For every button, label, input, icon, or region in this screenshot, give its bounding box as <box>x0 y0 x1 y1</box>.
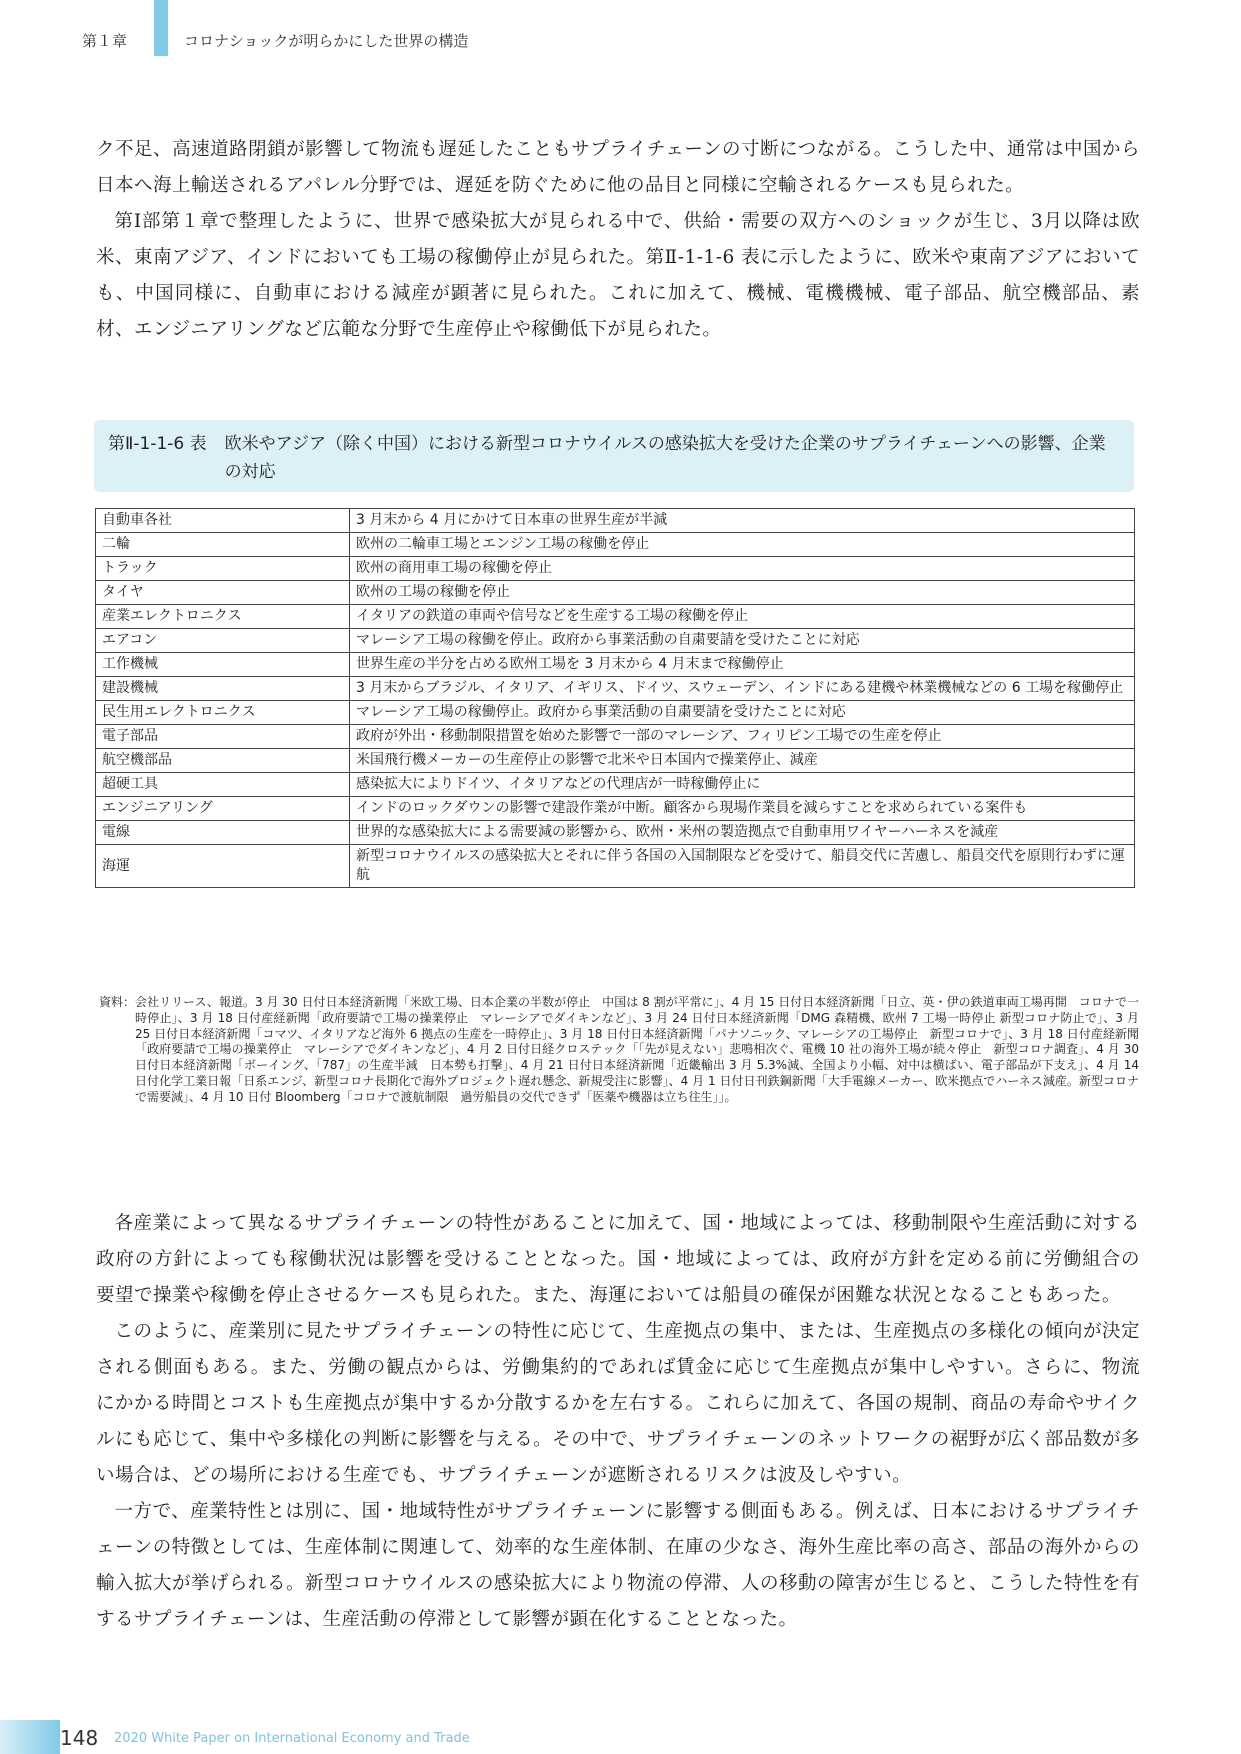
table-row <box>96 557 1135 581</box>
header-accent-bar <box>154 0 168 56</box>
row-category: 航空機部品 <box>96 749 350 773</box>
row-detail: 欧州の工場の稼働を停止 <box>350 581 1135 605</box>
row-category: 工作機械 <box>96 653 350 677</box>
row-detail: 世界生産の半分を占める欧州工場を 3 月末から 4 月末まで稼働停止 <box>350 653 1135 677</box>
body-section <box>96 1206 1140 1638</box>
source-text: 会社リリース、報道。3 月 30 日付日本経済新聞「米欧工場、日本企業の半数が停止 中国は 8 割が平常に」、4 月 15 日付日本経済新聞「日立、英・伊の鉄道車両工場再開 コロナで一時停止」、3 月 18 日付産経新聞「政府要請で工場の操業停止 マレーシアでダイキンなど」、3 月 24 日付日本経済新聞「DMG 森精機、欧州 7 工場一時停止 新型コロナ防止で」、3 月 25 日付日本経済新聞「コマツ、イタリアなど海外 6 拠点の生産を一時停止」、3 月 18 日付日本経済新聞「パナソニック、マレーシアの工場停止 新型コロナで」、3 月 18 日付産経新聞「政府要請で工場の操業停止 マレーシアでダイキンなど」、4 月 2 日付日経クロステック「「先が見えない」悲鳴相次ぐ、電機 10 社の海外工場が続々停止 新型コロナ調査」、4 月 30 日付日本経済新聞「ボーイング、「787」の生産半減 日本勢も打撃」、4 月 21 日付日本経済新聞「近畿輸出 3 月 5.3%減、全国より小幅、対中は横ばい、電子部品が下支え」、4 月 14 日付化学工業日報「日系エンジ、新型コロナ長期化で海外プロジェクト遅れ懸念、新規受注に影響」、4 月 1 日付日刊鉄鋼新聞「大手電線メーカー、欧米拠点でハーネス減産。新型コロナで需要減」、4 月 10 日付 Bloomberg「コロナで渡航制限 過労船員の交代できず「医薬や機器は立ち往生」」。 <box>135 995 1139 1104</box>
table-row <box>96 629 1135 653</box>
row-category: 海運 <box>96 845 350 888</box>
row-detail: マレーシア工場の稼働停止。政府から事業活動の自粛要請を受けたことに対応 <box>350 701 1135 725</box>
intro-paragraph-1: ク不足、高速道路閉鎖が影響して物流も遅延したこともサプライチェーンの寸断につながる。こうした中、通常は中国から日本へ海上輸送されるアパレル分野では、遅延を防ぐために他の品目と同様に空輸されるケースも見られた。 <box>96 139 1140 196</box>
row-detail: 政府が外出・移動制限措置を始めた影響で一部のマレーシア、フィリピン工場での生産を停止 <box>350 725 1135 749</box>
table-row <box>96 653 1135 677</box>
row-detail: マレーシア工場の稼働を停止。政府から事業活動の自粛要請を受けたことに対応 <box>350 629 1135 653</box>
table-caption <box>94 420 1134 492</box>
table-row <box>96 845 1135 888</box>
publication-title: 2020 White Paper on International Economy and Trade <box>114 1731 470 1746</box>
row-category: 電線 <box>96 821 350 845</box>
table-row <box>96 701 1135 725</box>
row-category: 民生用エレクトロニクス <box>96 701 350 725</box>
row-category: 産業エレクトロニクス <box>96 605 350 629</box>
row-category: トラック <box>96 557 350 581</box>
table-row <box>96 605 1135 629</box>
row-category: 二輪 <box>96 533 350 557</box>
row-detail: イタリアの鉄道の車両や信号などを生産する工場の稼働を停止 <box>350 605 1135 629</box>
body-paragraph-1: 各産業によって異なるサプライチェーンの特性があることに加えて、国・地域によっては、移動制限や生産活動に対する政府の方針によっても稼働状況は影響を受けることとなった。国・地域によっては、政府が方針を定める前に労働組合の要望で操業や稼働を停止させるケースも見られた。また、海運においては船員の確保が困難な状況となることもあった。 <box>96 1213 1140 1306</box>
row-detail: 3 月末からブラジル、イタリア、イギリス、ドイツ、スウェーデン、インドにある建機や林業機械などの 6 工場を稼働停止 <box>350 677 1135 701</box>
table-row <box>96 773 1135 797</box>
body-paragraph-3: 一方で、産業特性とは別に、国・地域特性がサプライチェーンに影響する側面もある。例えば、日本におけるサプライチェーンの特徴としては、生産体制に関連して、効率的な生産体制、在庫の少なさ、海外生産比率の高さ、部品の海外からの輸入拡大が挙げられる。新型コロナウイルスの感染拡大により物流の停滞、人の移動の障害が生じると、こうした特性を有するサプライチェーンは、生産活動の停滞として影響が顕在化することとなった。 <box>96 1501 1140 1630</box>
row-category: タイヤ <box>96 581 350 605</box>
row-detail: 欧州の商用車工場の稼働を停止 <box>350 557 1135 581</box>
row-category: エアコン <box>96 629 350 653</box>
intro-section <box>96 132 1140 348</box>
row-category: 自動車各社 <box>96 509 350 533</box>
table-row <box>96 677 1135 701</box>
row-detail: 世界的な感染拡大による需要減の影響から、欧州・米州の製造拠点で自動車用ワイヤーハーネスを減産 <box>350 821 1135 845</box>
table-row <box>96 581 1135 605</box>
table-body <box>96 509 1135 888</box>
table-row <box>96 821 1135 845</box>
row-category: エンジニアリング <box>96 797 350 821</box>
supply-chain-table <box>95 508 1135 888</box>
source-label: 資料： <box>99 995 136 1009</box>
table-row <box>96 509 1135 533</box>
table-row <box>96 725 1135 749</box>
row-detail: 感染拡大によりドイツ、イタリアなどの代理店が一時稼働停止に <box>350 773 1135 797</box>
source-note <box>99 995 1139 1106</box>
table-row <box>96 533 1135 557</box>
row-category: 電子部品 <box>96 725 350 749</box>
table-number: 第Ⅱ-1-1-6 表 <box>108 434 207 454</box>
intro-paragraph-2: 第Ⅰ部第１章で整理したように、世界で感染拡大が見られる中で、供給・需要の双方へのショックが生じ、3月以降は欧米、東南アジア、インドにおいても工場の稼働停止が見られた。第Ⅱ-1-1-6 表に示したように、欧米や東南アジアにおいても、中国同様に、自動車における減産が顕著に見られた。これに加えて、機械、電機機械、電子部品、航空機部品、素材、エンジニアリングなど広範な分野で生産停止や稼働低下が見られた。 <box>96 211 1140 340</box>
table-title: 欧米やアジア（除く中国）における新型コロナウイルスの感染拡大を受けた企業のサプライチェーンへの影響、企業の対応 <box>224 434 1106 482</box>
row-detail: 3 月末から 4 月にかけて日本車の世界生産が半減 <box>350 509 1135 533</box>
chapter-title: コロナショックが明らかにした世界の構造 <box>184 32 469 50</box>
table-row <box>96 749 1135 773</box>
footer-accent-band <box>0 1720 60 1754</box>
row-category: 超硬工具 <box>96 773 350 797</box>
row-detail: 新型コロナウイルスの感染拡大とそれに伴う各国の入国制限などを受けて、船員交代に苦慮し、船員交代を原則行わずに運航 <box>350 845 1135 888</box>
row-category: 建設機械 <box>96 677 350 701</box>
row-detail: 米国飛行機メーカーの生産停止の影響で北米や日本国内で操業停止、減産 <box>350 749 1135 773</box>
row-detail: インドのロックダウンの影響で建設作業が中断。顧客から現場作業員を減らすことを求められている案件も <box>350 797 1135 821</box>
body-paragraph-2: このように、産業別に見たサプライチェーンの特性に応じて、生産拠点の集中、または、生産拠点の多様化の傾向が決定される側面もある。また、労働の観点からは、労働集約的であれば賃金に応じて生産拠点が集中しやすい。さらに、物流にかかる時間とコストも生産拠点が集中するか分散するかを左右する。これらに加えて、各国の規制、商品の寿命やサイクルにも応じて、集中や多様化の判断に影響を与える。その中で、サプライチェーンのネットワークの裾野が広く部品数が多い場合は、どの場所における生産でも、サプライチェーンが遮断されるリスクは波及しやすい。 <box>96 1321 1140 1486</box>
table-row <box>96 797 1135 821</box>
row-detail: 欧州の二輪車工場とエンジン工場の稼働を停止 <box>350 533 1135 557</box>
chapter-label: 第１章 <box>82 32 128 50</box>
page-number: 148 <box>60 1726 99 1750</box>
